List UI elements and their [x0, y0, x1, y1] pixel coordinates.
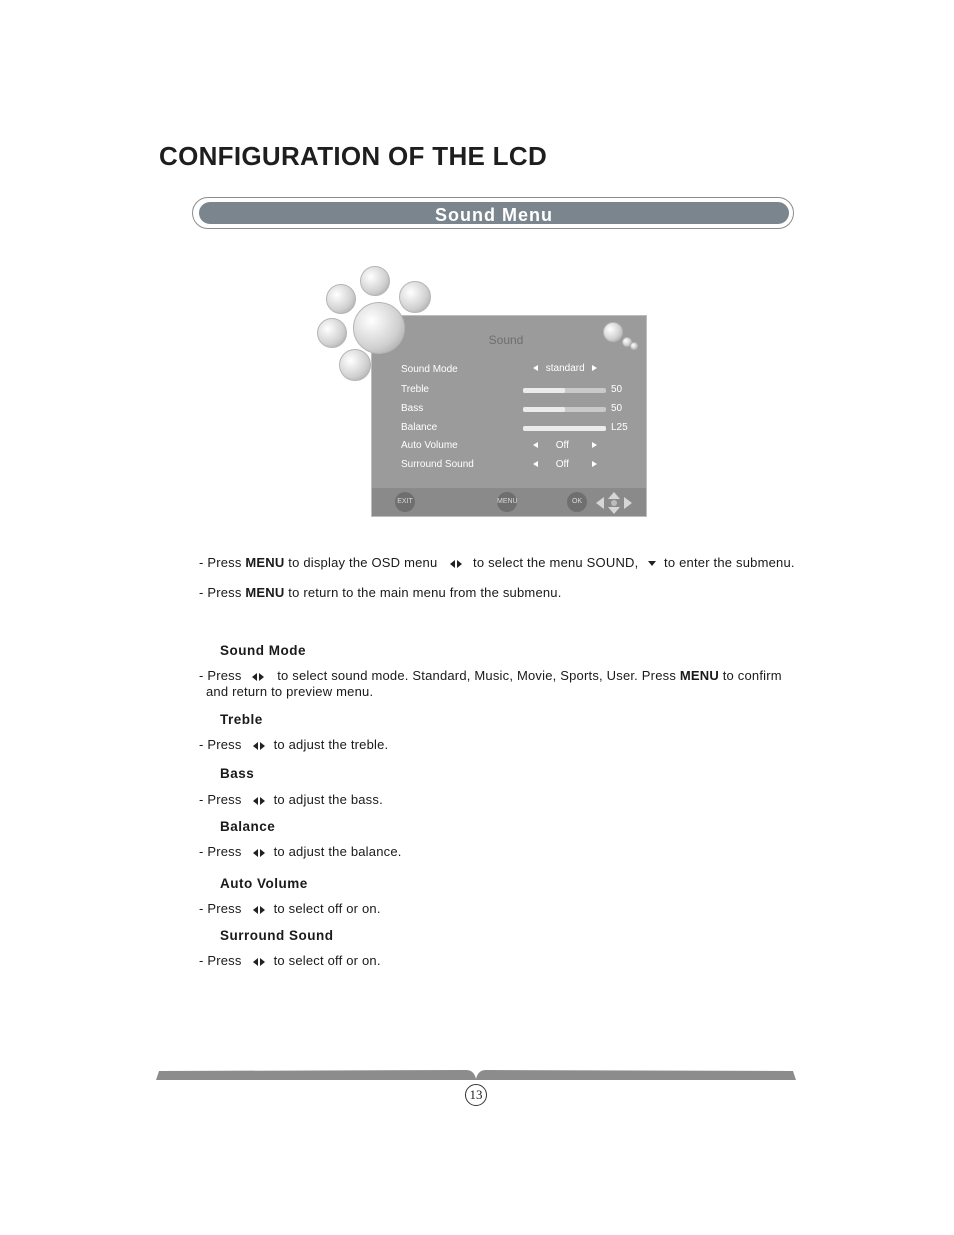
osd-row-value: Off	[555, 440, 569, 451]
text: to adjust the treble.	[273, 737, 389, 752]
text: to adjust the balance.	[273, 844, 402, 859]
osd-row-value: L25	[611, 422, 628, 433]
right-arrow-icon	[592, 365, 597, 371]
section-heading: Auto Volume	[220, 876, 308, 891]
osd-row-label: Sound Mode	[401, 364, 458, 375]
balance-slider	[523, 426, 606, 431]
text: to select off or on.	[273, 953, 381, 968]
time-menu-icon	[339, 349, 371, 381]
osd-row-label: Balance	[401, 422, 438, 433]
footer-divider	[156, 1069, 796, 1081]
osd-auto-volume-selector	[533, 440, 597, 451]
right-arrow-icon	[592, 461, 597, 467]
bass-line	[199, 792, 383, 807]
text: to select off or on.	[273, 901, 381, 916]
text: - Press	[199, 737, 242, 752]
osd-row-label: Treble	[401, 384, 429, 395]
section-heading: Treble	[220, 712, 263, 727]
osd-row-value: 50	[611, 384, 623, 395]
left-right-arrows-icon	[252, 792, 266, 807]
section-banner-title: Sound Menu	[435, 205, 553, 225]
osd-sound-mode-selector	[533, 363, 597, 374]
left-right-arrows-icon	[251, 668, 265, 683]
page-number: 13	[465, 1084, 487, 1106]
text: to return to the main menu from the submenu.	[284, 585, 562, 600]
bass-slider	[523, 407, 606, 412]
osd-row-value: standard	[545, 363, 585, 374]
section-heading: Surround Sound	[220, 928, 334, 943]
left-right-arrows-icon	[449, 555, 463, 570]
slider-fill	[523, 388, 565, 393]
treble-line	[199, 737, 388, 752]
text: to adjust the bass.	[273, 792, 383, 807]
text: to display the OSD menu	[284, 555, 442, 570]
section-heading: Bass	[220, 766, 255, 781]
text: - Press	[199, 901, 242, 916]
text: to select sound mode. Standard, Music, Movie, Sports, User. Press	[273, 668, 680, 683]
left-right-arrows-icon	[252, 901, 266, 916]
osd-row-value: Off	[555, 459, 569, 470]
menu-keyword: MENU	[679, 668, 719, 683]
slider-fill	[523, 426, 606, 431]
down-arrow-icon	[647, 555, 657, 570]
text: - Press	[199, 585, 246, 600]
left-arrow-icon	[533, 365, 538, 371]
text: - Press	[199, 953, 242, 968]
text: - Press	[199, 555, 246, 570]
text: to confirm	[718, 668, 782, 683]
setup-menu-icon	[317, 318, 347, 348]
text: - Press	[199, 668, 246, 683]
channel-menu-icon	[399, 281, 431, 313]
menu-keyword: MENU	[245, 585, 285, 600]
sound-mode-line-1	[199, 668, 782, 683]
picture-menu-icon	[326, 284, 356, 314]
intro-line-2	[199, 585, 562, 600]
text: - Press	[199, 844, 242, 859]
osd-row-label: Bass	[401, 403, 424, 414]
page-title: CONFIGURATION OF THE LCD	[159, 141, 548, 171]
left-arrow-icon	[533, 442, 538, 448]
osd-exit-button: EXIT	[395, 492, 415, 512]
auto-volume-line	[199, 901, 381, 916]
osd-title: Sound	[488, 333, 524, 347]
left-right-arrows-icon	[252, 844, 266, 859]
treble-slider	[523, 388, 606, 393]
text: to enter the submenu.	[660, 555, 795, 570]
left-right-arrows-icon	[252, 953, 266, 968]
left-right-arrows-icon	[252, 737, 266, 752]
surround-line	[199, 953, 381, 968]
photo-menu-icon	[360, 266, 390, 296]
section-heading: Balance	[220, 819, 276, 834]
osd-row-label: Auto Volume	[401, 440, 458, 451]
menu-keyword: MENU	[245, 555, 285, 570]
section-heading: Sound Mode	[220, 643, 306, 658]
osd-row-value: 50	[611, 403, 623, 414]
balance-line	[199, 844, 402, 859]
right-arrow-icon	[592, 442, 597, 448]
osd-surround-selector	[533, 459, 597, 470]
intro-line-1	[199, 555, 795, 570]
sound-mode-line-2: and return to preview menu.	[206, 684, 374, 699]
text: - Press	[199, 792, 242, 807]
osd-menu-button: MENU	[497, 492, 517, 512]
osd-navigation-pad-icon	[594, 491, 634, 515]
osd-ok-button: OK	[567, 492, 587, 512]
left-arrow-icon	[533, 461, 538, 467]
text: to select the menu SOUND,	[469, 555, 643, 570]
slider-fill	[523, 407, 565, 412]
osd-row-label: Surround Sound	[401, 459, 474, 470]
